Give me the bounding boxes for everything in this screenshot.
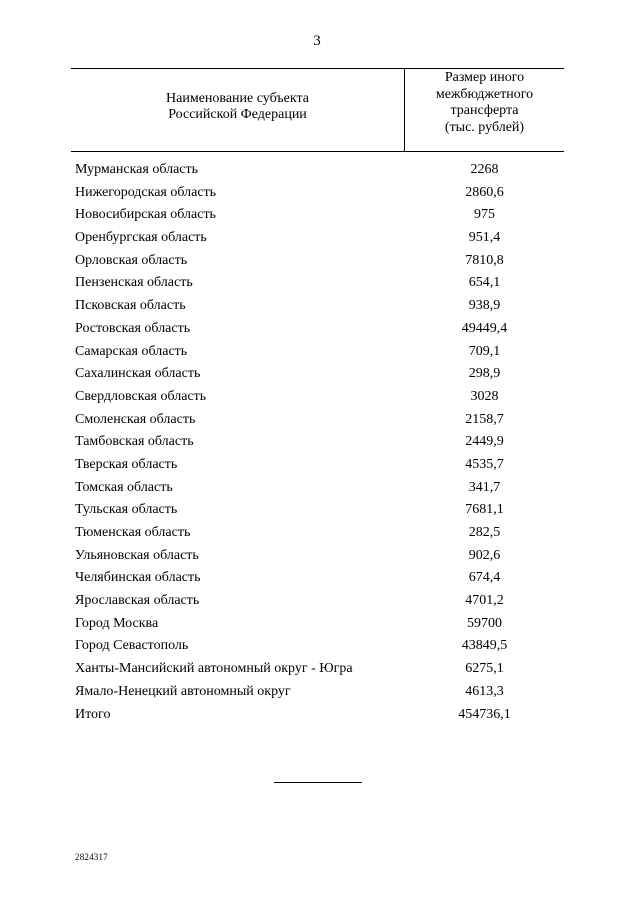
table-row (71, 250, 564, 273)
subject-name-cell: Ульяновская область (75, 547, 199, 563)
table-row (71, 159, 564, 182)
subject-name-cell: Ростовская область (75, 320, 191, 336)
table-body (71, 159, 564, 726)
table-row (71, 635, 564, 658)
transfer-amount-cell: 674,4 (468, 570, 501, 586)
transfer-amount-cell: 4613,3 (465, 683, 504, 699)
subject-name-cell: Город Севастополь (75, 638, 189, 654)
subject-name-cell: Пензенская область (75, 275, 193, 291)
transfer-amount-cell: 7681,1 (465, 502, 504, 518)
closing-separator-line (274, 782, 362, 783)
transfer-amount-cell: 59700 (467, 615, 502, 631)
table-row (71, 658, 564, 681)
transfer-amount-cell: 341,7 (468, 479, 501, 495)
transfer-amount-cell: 2158,7 (465, 411, 504, 427)
subject-name-cell: Итого (75, 706, 111, 722)
column-header-amount-line: Размер иного (444, 70, 525, 85)
subject-name-cell: Тамбовская область (75, 434, 194, 450)
transfer-amount-cell: 951,4 (468, 230, 501, 246)
subject-name-cell: Челябинская область (75, 570, 201, 586)
transfer-amount-cell: 454736,1 (458, 706, 511, 722)
transfer-amount-cell: 7810,8 (465, 252, 504, 268)
column-header-subject-line: Российской Федерации (168, 107, 307, 122)
transfer-amount-cell: 3028 (470, 388, 499, 404)
subject-name-cell: Мурманская область (75, 162, 199, 177)
table-row (71, 227, 564, 250)
table-row (71, 318, 564, 341)
table-row (71, 204, 564, 227)
subject-name-cell: Смоленская область (75, 411, 196, 427)
transfer-amount-cell: 902,6 (468, 547, 501, 563)
table-row (71, 431, 564, 454)
transfer-amount-cell: 6275,1 (465, 661, 504, 677)
table-row (71, 272, 564, 295)
table-row (71, 182, 564, 205)
transfer-amount-cell: 709,1 (468, 343, 501, 359)
table-row (71, 341, 564, 364)
transfer-amount-cell: 2268 (470, 162, 499, 177)
table-row (71, 545, 564, 568)
transfer-amount-cell: 49449,4 (461, 320, 508, 336)
transfer-amount-cell: 43849,5 (461, 638, 508, 654)
table-row (71, 477, 564, 500)
subject-name-cell: Тверская область (75, 456, 178, 472)
subject-name-cell: Тюменская область (75, 525, 191, 540)
page-number: 3 (313, 33, 321, 49)
table-row (71, 386, 564, 409)
column-header-amount-line: трансферта (450, 103, 519, 118)
table-row (71, 363, 564, 386)
table-row (71, 499, 564, 522)
subject-name-cell: Сахалинская область (75, 366, 201, 382)
column-header-subject-line: Наименование субъекта (166, 91, 309, 106)
subject-name-cell: Свердловская область (75, 388, 207, 404)
table-row (71, 590, 564, 613)
subject-name-cell: Нижегородская область (75, 184, 217, 200)
table-row (71, 295, 564, 318)
column-header-subject (71, 91, 404, 123)
transfer-amount-cell: 2860,6 (465, 184, 504, 200)
subject-name-cell: Ярославская область (75, 593, 200, 609)
table-row (71, 522, 564, 545)
transfer-table (71, 68, 564, 726)
subject-name-cell: Самарская область (75, 343, 188, 359)
subject-name-cell: Ханты-Мансийский автономный округ - Югра (75, 661, 353, 677)
column-header-amount-line: межбюджетного (435, 86, 534, 102)
subject-name-cell: Тульская область (75, 502, 178, 518)
table-row (71, 567, 564, 590)
transfer-amount-cell: 298,9 (468, 366, 501, 382)
transfer-amount-cell: 4701,2 (465, 593, 504, 609)
subject-name-cell: Ямало-Ненецкий автономный округ (75, 683, 291, 699)
subject-name-cell: Томская область (75, 479, 173, 495)
subject-name-cell: Орловская область (75, 252, 188, 268)
column-header-amount (405, 70, 564, 136)
subject-name-cell: Псковская область (75, 298, 186, 314)
subject-name-cell: Новосибирская область (75, 207, 216, 223)
table-row (71, 409, 564, 432)
subject-name-cell: Оренбургская область (75, 230, 207, 246)
transfer-amount-cell: 975 (474, 207, 495, 223)
transfer-amount-cell: 938,9 (468, 298, 501, 314)
transfer-amount-cell: 282,5 (468, 525, 501, 540)
transfer-amount-cell: 4535,7 (465, 456, 504, 472)
transfer-amount-cell: 654,1 (468, 275, 501, 291)
transfer-amount-cell: 2449,9 (465, 434, 504, 450)
table-row (71, 704, 564, 727)
table-row (71, 681, 564, 704)
column-header-amount-line: (тыс. рублей) (444, 119, 525, 135)
subject-name-cell: Город Москва (75, 615, 159, 631)
document-code: 2824317 (75, 852, 108, 862)
table-header (71, 68, 564, 152)
table-row (71, 613, 564, 636)
table-row (71, 454, 564, 477)
